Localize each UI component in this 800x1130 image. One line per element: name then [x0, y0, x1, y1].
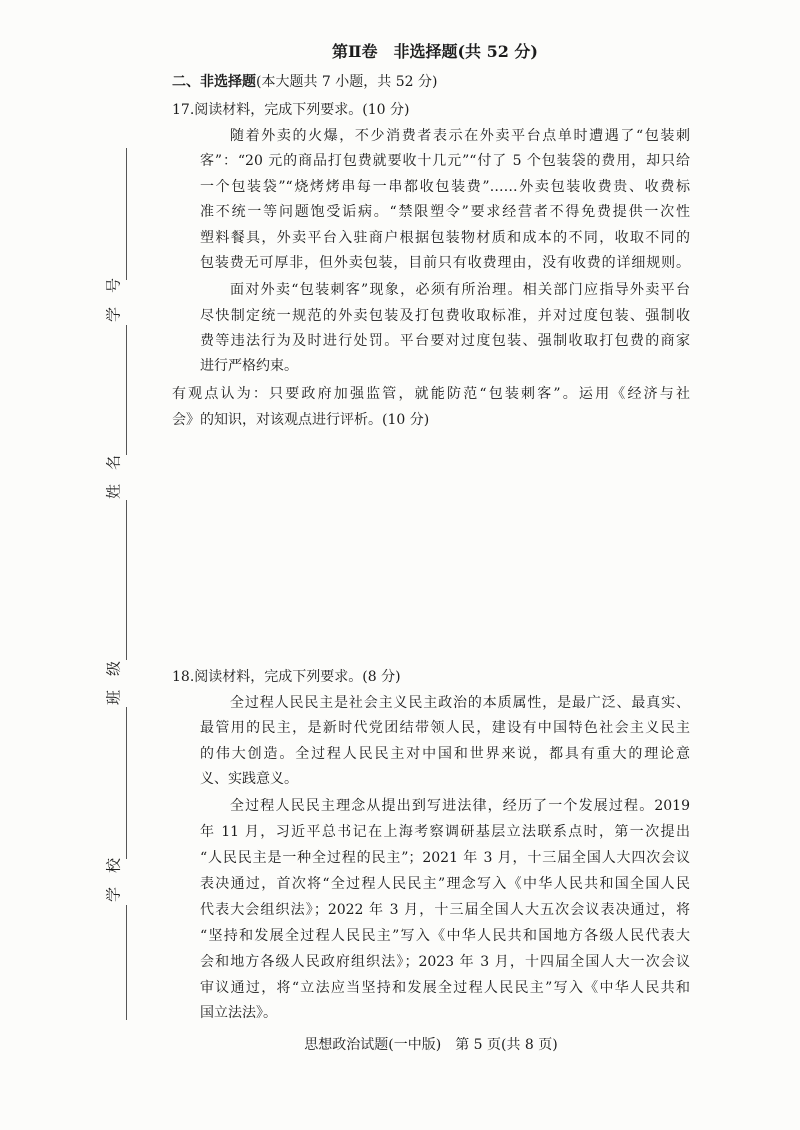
q17-material-line: 塑料餐具，外卖平台入驻商户根据包装物材质和成本的不同，收取不同的	[200, 230, 690, 246]
q18-material-line: 年 11 月，习近平总书记在上海考察调研基层立法联系点时，第一次提出	[200, 824, 690, 840]
q17-material-line: 面对外卖“包装刺客”现象，必须有所治理。相关部门应指导外卖平台	[230, 282, 690, 298]
q18-material-line: 义、实践意义。	[200, 771, 298, 787]
q17-material-line: 包装费无可厚非，但外卖包装，目前只有收费理由，没有收费的详细规则。	[200, 255, 690, 271]
class-label: 班级	[104, 646, 123, 706]
q18-material-line: 最管用的民主，是新时代党团结带领人民，建设有中国特色社会主义民主	[200, 720, 690, 736]
q18-material-line: 的伟大创造。全过程人民民主对中国和世界来说，都具有重大的理论意	[200, 746, 690, 762]
q18-title: 18.阅读材料，完成下列要求。(8 分)	[172, 669, 401, 685]
q18-material-line: 表决通过，首次将“全过程人民民主”理念写入《中华人民共和国全国人民	[200, 876, 690, 892]
student-id-label: 学号	[104, 263, 123, 323]
part-title-main: 二、非选择题	[172, 74, 256, 90]
q18-material-line: 全过程人民民主理念从提出到写进法律，经历了一个发展过程。2019	[230, 798, 690, 814]
class-field-line	[126, 500, 127, 660]
student-id-field-line	[126, 148, 127, 280]
q18-material-line: 代表大会组织法》；2022 年 3 月，十三届全国人大五次会议表决通过，将	[200, 902, 690, 918]
part-title-detail: (本大题共 7 小题，共 52 分)	[256, 74, 438, 90]
q17-material-line: 客”：“20 元的商品打包费就要收十几元”“付了 5 个包装袋的费用，却只给	[200, 153, 690, 169]
q17-material-line: 随着外卖的火爆，不少消费者表示在外卖平台点单时遭遇了“包装刺	[230, 128, 690, 144]
q18-material-line: 会和地方各级人民政府组织法》；2023 年 3 月，十四届全国人大一次会议	[200, 954, 690, 970]
margin-bottom-line	[126, 905, 127, 1020]
page-footer: 思想政治试题(一中版) 第 5 页(共 8 页)	[304, 1037, 558, 1053]
q18-material-line: “坚持和发展全过程人民民主”写入《中华人民共和国地方各级人民代表大	[200, 928, 690, 944]
name-label: 姓名	[104, 440, 123, 500]
name-field-line	[126, 325, 127, 455]
q18-material-line: “人民民主是一种全过程的民主”；2021 年 3 月，十三届全国人大四次会议	[200, 850, 690, 866]
q17-material-line: 一个包装袋”“烧烤烤串每一串都收包装费”……外卖包装收费贵、收费标	[200, 179, 690, 195]
school-label: 学校	[104, 843, 123, 903]
q17-material-line: 尽快制定统一规范的外卖包装及打包费收取标准，并对过度包装、强制收	[200, 308, 690, 324]
part-title	[172, 71, 690, 93]
q17-prompt-line: 会》的知识，对该观点进行评析。(10 分)	[172, 412, 430, 428]
q17-prompt-line: 有观点认为：只要政府加强监管，就能防范“包装刺客”。运用《经济与社	[172, 386, 690, 402]
q18-material-line: 国立法法》。	[200, 1005, 277, 1021]
q18-material-line: 全过程人民民主是社会主义民主政治的本质属性，是最广泛、最真实、	[230, 695, 690, 711]
q17-material-line: 费等违法行为及时进行处罚。平台要对过度包装、强制收取打包费的商家	[200, 333, 690, 349]
q17-material-line: 准不统一等问题饱受诟病。“禁限塑令”要求经营者不得免费提供一次性	[200, 204, 690, 220]
section-header: 第Ⅱ卷 非选择题(共 52 分)	[331, 42, 539, 61]
school-field-line	[126, 707, 127, 859]
q17-title: 17.阅读材料，完成下列要求。(10 分)	[172, 102, 410, 118]
q18-material-line: 审议通过，将“立法应当坚持和发展全过程人民民主”写入《中华人民共和	[200, 980, 690, 996]
q17-material-line: 进行严格约束。	[200, 358, 298, 374]
